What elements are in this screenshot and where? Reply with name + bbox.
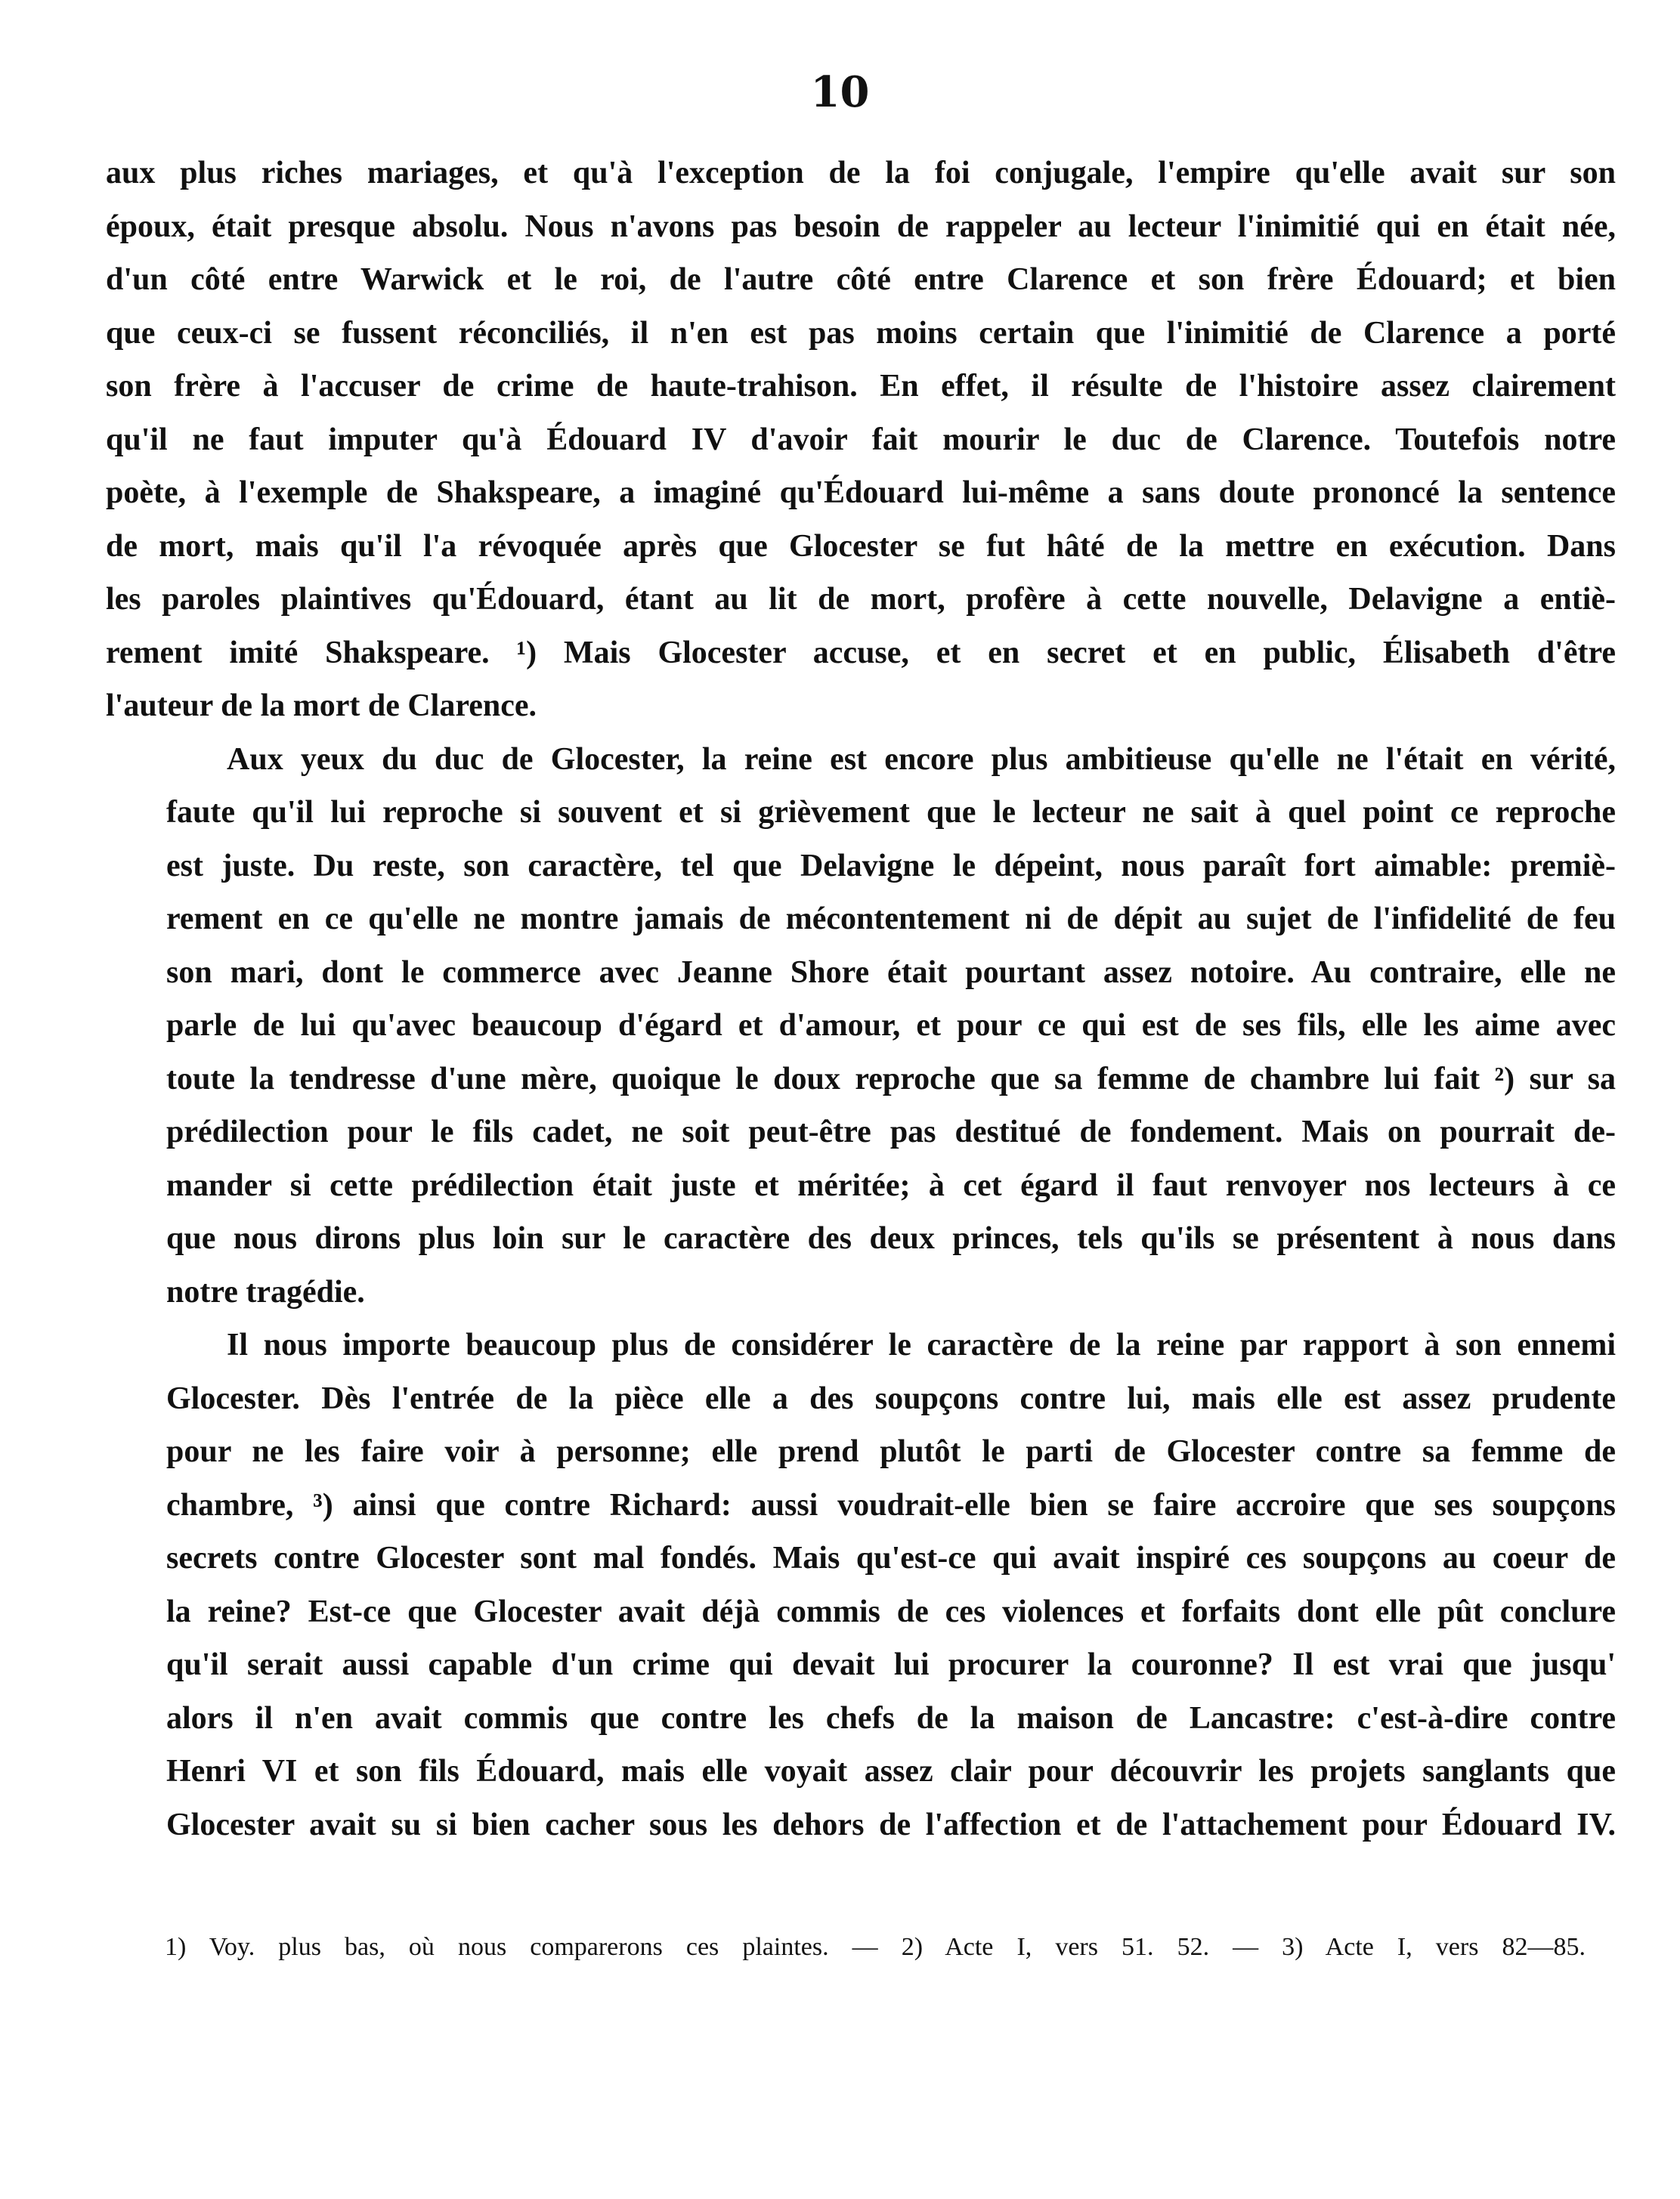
text-line: son frère à l'accuser de crime de haute-trahison. En effet, il résulte de l'histoire assez clairement <box>106 369 1616 404</box>
paragraph-1 <box>106 147 1616 733</box>
text-line: prédilection pour le fils cadet, ne soit peut-être pas destitué de fondement. Mais on pourrait de- <box>166 1115 1616 1149</box>
text-line: secrets contre Glocester sont mal fondés. Mais qu'est-ce qui avait inspiré ces soupçons au coeur de <box>166 1541 1616 1576</box>
text-line: l'auteur de la mort de Clarence. <box>106 688 537 723</box>
text-line: Il nous importe beaucoup plus de considérer le caractère de la reine par rapport à son ennemi <box>227 1328 1616 1362</box>
text-line: qu'il serait aussi capable d'un crime qui devait lui procurer la couronne? Il est vrai que jusqu' <box>166 1647 1616 1682</box>
text-line: est juste. Du reste, son caractère, tel que Delavigne le dépeint, nous paraît fort aimable: premiè- <box>166 848 1616 883</box>
page-number: 10 <box>810 67 870 117</box>
text-line: aux plus riches mariages, et qu'à l'exception de la foi conjugale, l'empire qu'elle avait sur son <box>106 156 1616 190</box>
text-line: poète, à l'exemple de Shakspeare, a imaginé qu'Édouard lui-même a sans doute prononcé la sentence <box>106 475 1616 510</box>
text-line: Henri VI et son fils Édouard, mais elle voyait assez clair pour découvrir les projets sanglants que <box>166 1754 1616 1789</box>
text-line: alors il n'en avait commis que contre les chefs de la maison de Lancastre: c'est-à-dire contre <box>166 1700 1616 1736</box>
text-line: notre tragédie. <box>166 1274 365 1310</box>
text-line: qu'il ne faut imputer qu'à Édouard IV d'avoir fait mourir le duc de Clarence. Toutefois notre <box>106 422 1616 457</box>
text-line: rement imité Shakspeare. ¹) Mais Glocester accuse, et en secret et en public, Élisabeth d'être <box>106 635 1616 670</box>
footnotes: 1) Voy. plus bas, où nous comparerons ces plaintes. — 2) Acte I, vers 51. 52. — 3) Acte I, vers 82—85. <box>165 1933 1586 1961</box>
text-line: pour ne les faire voir à personne; elle prend plutôt le parti de Glocester contre sa femme de <box>166 1434 1616 1469</box>
text-line: la reine? Est-ce que Glocester avait déjà commis de ces violences et forfaits dont elle pût conclure <box>166 1594 1616 1629</box>
body-text <box>106 147 1616 1851</box>
text-line: Aux yeux du duc de Glocester, la reine est encore plus ambitieuse qu'elle ne l'était en vérité, <box>227 741 1616 777</box>
paragraph-3 <box>106 1319 1616 1851</box>
text-line: faute qu'il lui reproche si souvent et si grièvement que le lecteur ne sait à quel point ce reproche <box>166 795 1616 830</box>
text-line: de mort, mais qu'il l'a révoquée après que Glocester se fut hâté de la mettre en exécution. Dans <box>106 528 1616 564</box>
text-line: son mari, dont le commerce avec Jeanne Shore était pourtant assez notoire. Au contraire, elle ne <box>166 954 1616 990</box>
text-line: que ceux-ci se fussent réconciliés, il n'en est pas moins certain que l'inimitié de Clarence a porté <box>106 315 1616 351</box>
text-line: rement en ce qu'elle ne montre jamais de mécontentement ni de dépit au sujet de l'infidelité de feu <box>166 902 1616 936</box>
text-line: Glocester. Dès l'entrée de la pièce elle a des soupçons contre lui, mais elle est assez prudente <box>166 1381 1616 1416</box>
text-line: Glocester avait su si bien cacher sous les dehors de l'affection et de l'attachement pour Édouard IV. <box>166 1807 1616 1842</box>
text-line: parle de lui qu'avec beaucoup d'égard et d'amour, et pour ce qui est de ses fils, elle les aime avec <box>166 1008 1616 1043</box>
text-line: mander si cette prédilection était juste et méritée; à cet égard il faut renvoyer nos lecteurs à ce <box>166 1168 1616 1203</box>
text-line: chambre, ³) ainsi que contre Richard: aussi voudrait-elle bien se faire accroire que ses soupçons <box>166 1487 1616 1523</box>
text-line: d'un côté entre Warwick et le roi, de l'autre côté entre Clarence et son frère Édouard; et bien <box>106 262 1616 297</box>
text-line: toute la tendresse d'une mère, quoique le doux reproche que sa femme de chambre lui fait ²) sur sa <box>166 1061 1616 1096</box>
text-line: époux, était presque absolu. Nous n'avons pas besoin de rappeler au lecteur l'inimitié qui en était née, <box>106 209 1616 244</box>
text-line: les paroles plaintives qu'Édouard, étant au lit de mort, profère à cette nouvelle, Delavigne a entiè- <box>106 582 1616 617</box>
paragraph-2 <box>106 733 1616 1319</box>
text-line: que nous dirons plus loin sur le caractère des deux princes, tels qu'ils se présentent à nous dans <box>166 1221 1616 1256</box>
